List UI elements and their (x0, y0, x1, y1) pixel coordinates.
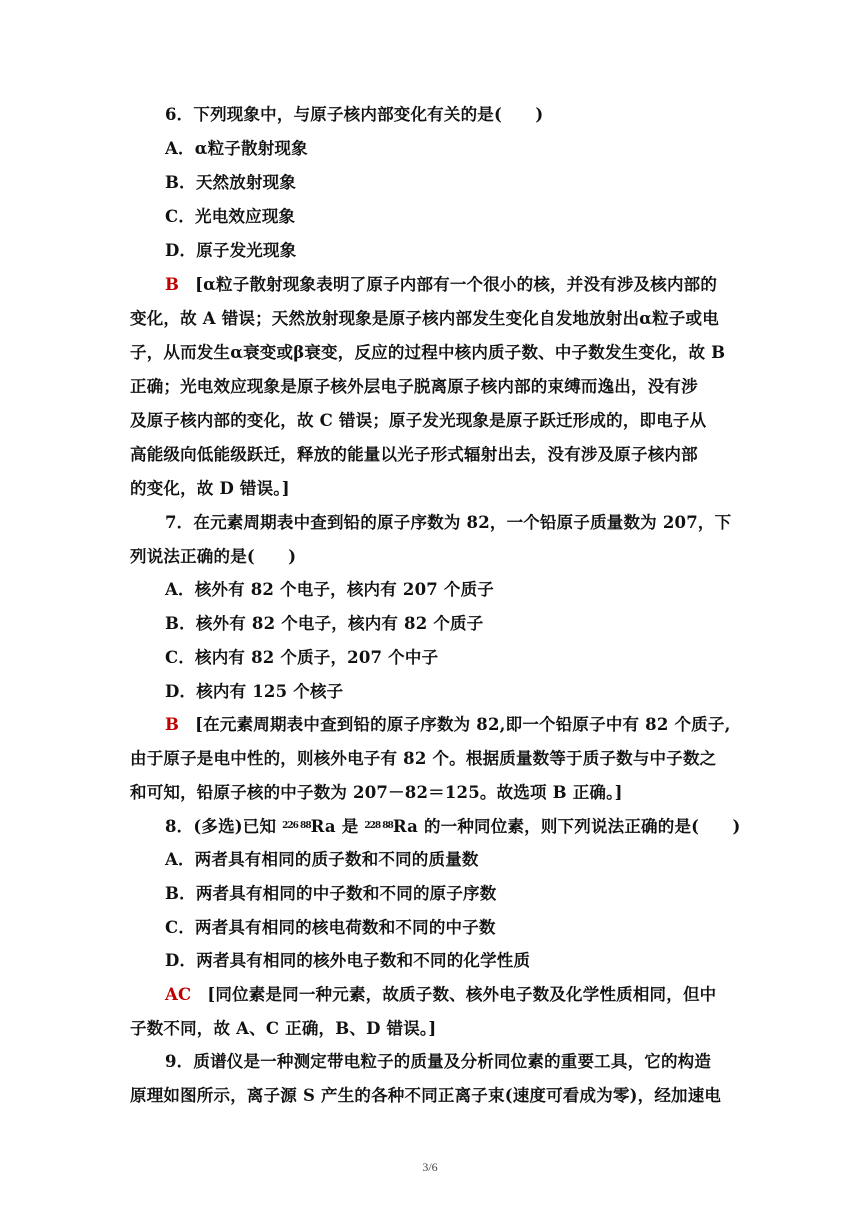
q8-option-d: D．两者具有相同的核外电子数和不同的化学性质 (165, 951, 531, 970)
q7-answer-key: B (165, 715, 180, 734)
q6-option-c: C．光电效应现象 (165, 207, 296, 226)
q8-answer-key: AC (165, 985, 192, 1004)
q8-stem-part-1: 8．(多选)已知 (165, 817, 283, 836)
q6-option-b: B．天然放射现象 (165, 173, 297, 192)
q8-option-c: C．两者具有相同的核电荷数和不同的中子数 (165, 918, 496, 937)
question-8-stem (165, 814, 765, 839)
question-7-stem-1: 7．在元素周期表中查到铅的原子序数为 82，一个铅原子质量数为 207，下 (165, 513, 732, 532)
q7-explanation-3: 和可知，铅原子核的中子数为 207－82＝125。故选项 B 正确。] (130, 783, 623, 802)
page-number: 3/6 (422, 1160, 438, 1174)
q8-option-b: B．两者具有相同的中子数和不同的原子序数 (165, 884, 497, 903)
q6-answer-line-1 (165, 273, 765, 297)
q6-explanation-7: 的变化，故 D 错误。] (130, 479, 290, 498)
q6-explanation-6: 高能级向低能级跃迁，释放的能量以光子形式辐射出去，没有涉及原子核内部 (130, 445, 698, 464)
q8-explanation-1: [同位素是同一种元素，故质子数、核外电子数及化学性质相同，但中 (207, 985, 717, 1004)
q6-explanation-3: 子，从而发生α衰变或β衰变，反应的过程中核内质子数、中子数发生变化，故 B (130, 343, 726, 362)
q7-explanation-2: 由于原子是电中性的，则核外电子有 82 个。根据质量数等于质子数与中子数之 (130, 749, 717, 768)
q6-explanation-1: [α粒子散射现象表明了原子内部有一个很小的核，并没有涉及核内部的 (195, 275, 718, 294)
q7-explanation-1: [在元素周期表中查到铅的原子序数为 82,即一个铅原子中有 82 个质子, (195, 715, 731, 734)
q8-answer-line-1 (165, 983, 765, 1007)
q6-explanation-2: 变化，故 A 错误；天然放射现象是原子核内部发生变化自发地放射出α粒子或电 (130, 309, 719, 328)
q8-option-a: A．两者具有相同的质子数和不同的质量数 (165, 850, 479, 869)
q8-stem-part-3: Ra 的一种同位素，则下列说法正确的是( ) (392, 817, 741, 836)
q6-option-a: A．α粒子散射现象 (165, 139, 308, 158)
q7-option-c: C．核内有 82 个质子，207 个中子 (165, 648, 439, 667)
q7-answer-line-1 (165, 713, 765, 737)
question-6-stem: 6．下列现象中，与原子核内部变化有关的是( ) (165, 105, 544, 124)
q6-answer-key: B (165, 275, 180, 294)
q8-stem-part-2: Ra 是 (310, 817, 365, 836)
q6-explanation-4: 正确；光电效应现象是原子核外层电子脱离原子核内部的束缚而逸出，没有涉 (130, 377, 698, 396)
q7-option-b: B．核外有 82 个电子，核内有 82 个质子 (165, 614, 484, 633)
q6-explanation-5: 及原子核内部的变化，故 C 错误；原子发光现象是原子跃迁形成的，即电子从 (130, 411, 707, 430)
q6-option-d: D．原子发光现象 (165, 241, 297, 260)
question-9-stem-1: 9．质谱仪是一种测定带电粒子的质量及分析同位素的重要工具，它的构造 (165, 1052, 712, 1071)
q8-explanation-2: 子数不同，故 A、C 正确，B、D 错误。] (130, 1019, 437, 1038)
isotope-ra-228-notation: 228 88 (364, 821, 393, 831)
q7-option-d: D．核内有 125 个核子 (165, 682, 344, 701)
question-7-stem-2: 列说法正确的是( ) (130, 547, 297, 566)
question-9-stem-2: 原理如图所示，离子源 S 产生的各种不同正离子束(速度可看成为零)，经加速电 (130, 1086, 722, 1105)
q7-option-a: A．核外有 82 个电子，核内有 207 个质子 (165, 580, 494, 599)
isotope-ra-226-notation: 226 88 (282, 821, 311, 831)
